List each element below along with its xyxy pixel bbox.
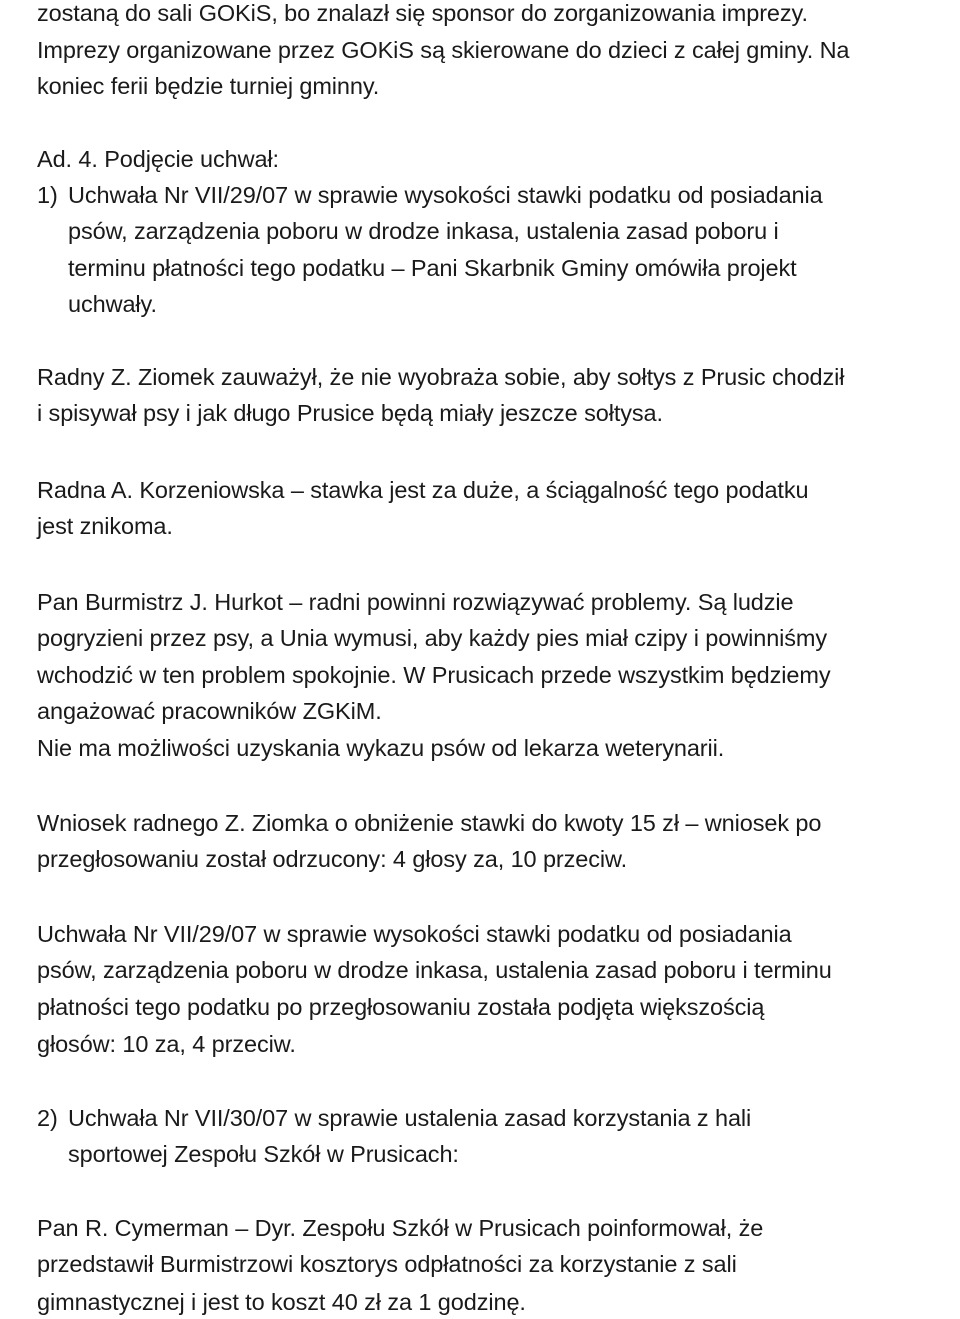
section-heading: Ad. 4. Podjęcie uchwał:: [37, 146, 279, 172]
text-line: Nie ma możliwości uzyskania wykazu psów od lekarza weterynarii.: [37, 735, 725, 761]
text-line: wchodzić w ten problem spokojnie. W Prusicach przede wszystkim będziemy: [37, 662, 831, 688]
text-line: sportowej Zespołu Szkół w Prusicach:: [68, 1141, 459, 1167]
text-line: Wniosek radnego Z. Ziomka o obniżenie stawki do kwoty 15 zł – wniosek po: [37, 810, 822, 836]
text-line: koniec ferii będzie turniej gminny.: [37, 73, 380, 99]
text-line: pogryzieni przez psy, a Unia wymusi, aby każdy pies miał czipy i powinniśmy: [37, 625, 828, 651]
text-line: przedstawił Burmistrzowi kosztorys odpłatności za korzystanie z sali: [37, 1251, 737, 1277]
text-line: jest znikoma.: [37, 513, 173, 539]
text-line: Uchwała Nr VII/30/07 w sprawie ustalenia zasad korzystania z hali: [68, 1105, 752, 1131]
text-line: angażować pracowników ZGKiM.: [37, 698, 382, 724]
text-line: głosów: 10 za, 4 przeciw.: [37, 1031, 296, 1057]
text-line: terminu płatności tego podatku – Pani Skarbnik Gminy omówiła projekt: [68, 255, 797, 281]
text-line: zostaną do sali GOKiS, bo znalazł się sponsor do zorganizowania imprezy.: [37, 0, 808, 26]
text-line: przegłosowaniu został odrzucony: 4 głosy za, 10 przeciw.: [37, 846, 628, 872]
list-item-number: 1): [37, 182, 58, 208]
text-line: psów, zarządzenia poboru w drodze inkasa, ustalenia zasad poboru i: [68, 218, 779, 244]
text-line: Radny Z. Ziomek zauważył, że nie wyobraża sobie, aby sołtys z Prusic chodził: [37, 364, 845, 390]
text-line: Uchwała Nr VII/29/07 w sprawie wysokości stawki podatku od posiadania: [37, 921, 792, 947]
text-line: Pan R. Cymerman – Dyr. Zespołu Szkół w Prusicach poinformował, że: [37, 1215, 764, 1241]
text-line: Radna A. Korzeniowska – stawka jest za duże, a ściągalność tego podatku: [37, 477, 809, 503]
text-line: Imprezy organizowane przez GOKiS są skierowane do dzieci z całej gminy. Na: [37, 37, 850, 63]
text-line: gimnastycznej i jest to koszt 40 zł za 1 godzinę.: [37, 1289, 526, 1315]
text-line: i spisywał psy i jak długo Prusice będą miały jeszcze sołtysa.: [37, 400, 663, 426]
text-line: płatności tego podatku po przegłosowaniu została podjęta większością: [37, 994, 765, 1020]
text-line: uchwały.: [68, 291, 157, 317]
list-item-number: 2): [37, 1105, 58, 1131]
text-line: psów, zarządzenia poboru w drodze inkasa, ustalenia zasad poboru i terminu: [37, 957, 832, 983]
text-line: Uchwała Nr VII/29/07 w sprawie wysokości stawki podatku od posiadania: [68, 182, 823, 208]
text-line: Pan Burmistrz J. Hurkot – radni powinni rozwiązywać problemy. Są ludzie: [37, 589, 794, 615]
